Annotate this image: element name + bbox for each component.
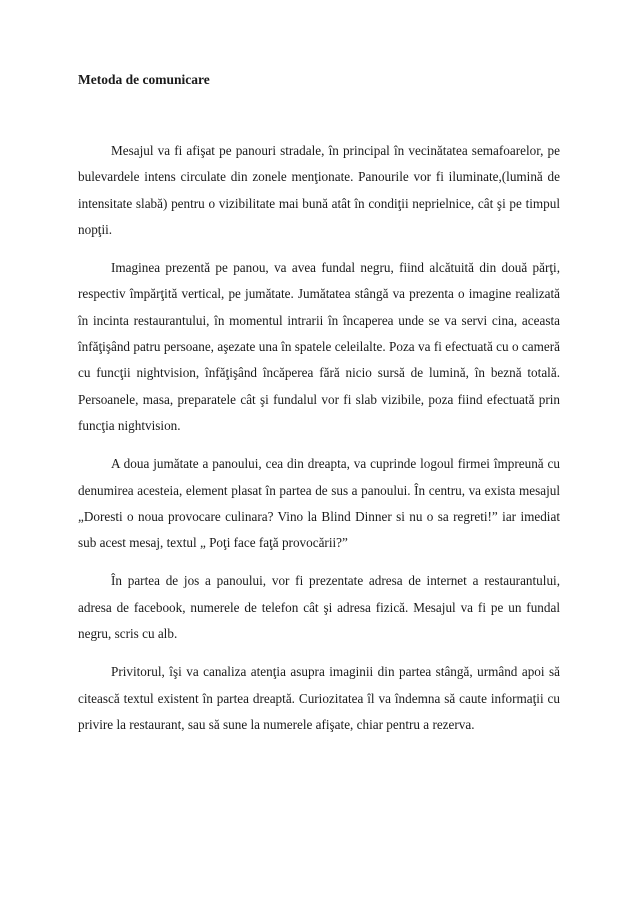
paragraph-panel-image: Imaginea prezentă pe panou, va avea fundal negru, fiind alcătuită din două părţi, respectiv împărţită vertical, pe jumătate. Jumătatea stângă va prezenta o imagine realizată în incinta restaurantului, în momentul intrarii în încaperea unde se va servi cina, aceasta înfăţişând patru persoane, aşezate una în spatele celeilalte. Poza va fi efectuată cu o cameră cu funcţii nightvision, înfăţişând încăperea fără nicio sursă de lumină, în beznă totală. Persoanele, masa, preparatele cât şi fundalul vor fi slab vizibile, poza fiind efectuată prin funcţia nightvision. [78, 260, 560, 433]
document-title: Metoda de comunicare [78, 72, 210, 87]
paragraph-panel-placement: Mesajul va fi afişat pe panouri stradale, în principal în vecinătatea semafoarelor, pe bulevardele intens circulate din zonele menţionate. Panourile vor fi iluminate,(lumină de intensitate slabă) pentru o vizibilitate mai bună atât în condiţii neprielnice, cât şi pe timpul nopţii. [78, 143, 560, 237]
paragraph-panel-right-half: A doua jumătate a panoului, cea din dreapta, va cuprinde logoul firmei împreună cu denumirea acesteia, element plasat în partea de sus a panoului. În centru, va exista mesajul „Doresti o noua provocare culinara? Vino la Blind Dinner si nu o sa regreti!” iar imediat sub acest mesaj, textul „ Poţi face faţă provocării?” [78, 456, 560, 551]
paragraph-panel-bottom: În partea de jos a panoului, vor fi prezentate adresa de internet a restaurantului, adresa de facebook, numerele de telefon cât şi adresa fizică. Mesajul va fi pe un fundal negru, scris cu alb. [78, 573, 560, 642]
paragraph-viewer: Privitorul, îşi va canaliza atenţia asupra imaginii din partea stângă, urmând apoi să citească textul existent în partea dreaptă. Curiozitatea îl va îndemna să caute informaţii cu privire la restaurant, sau să sune la numerele afişate, chiar pentru a rezerva. [78, 664, 560, 732]
